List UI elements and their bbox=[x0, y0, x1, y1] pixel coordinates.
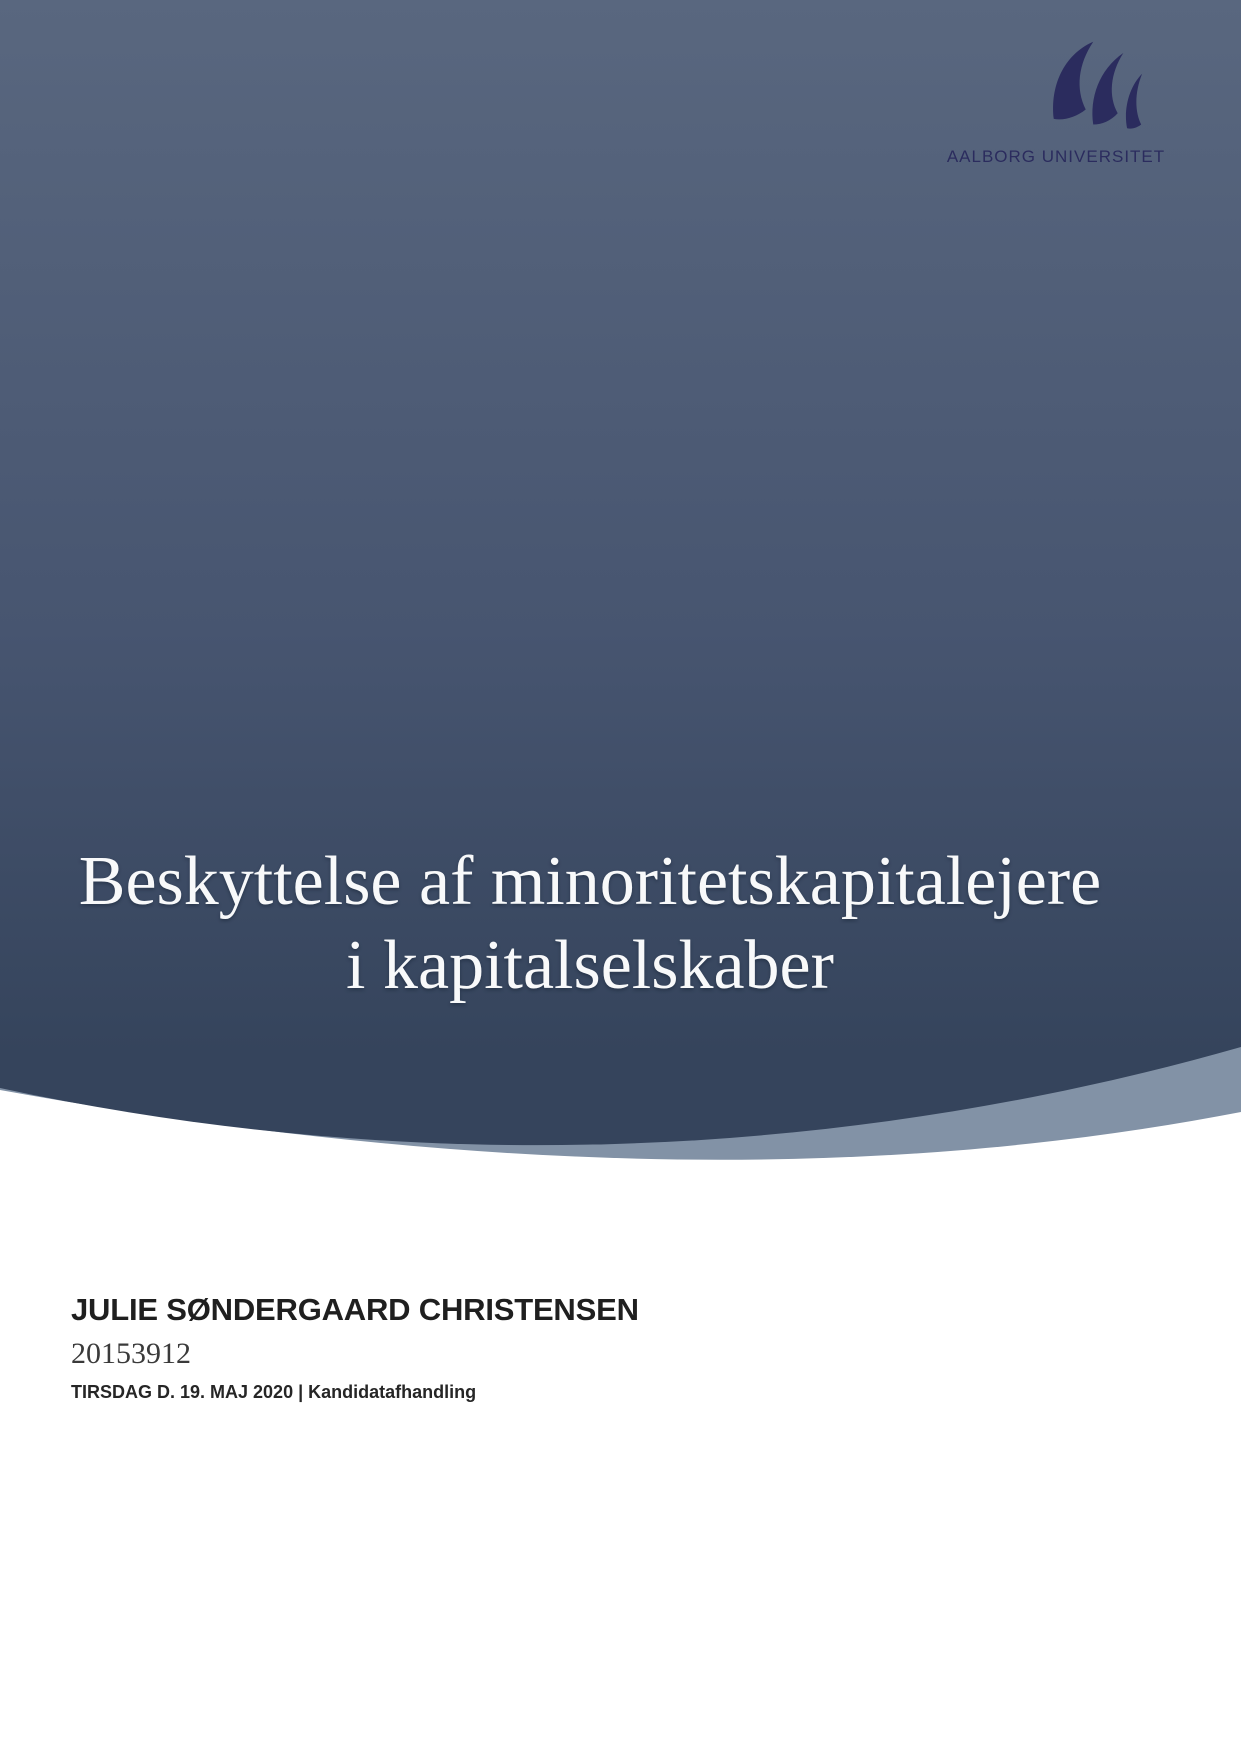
author-student-id: 20153912 bbox=[71, 1337, 191, 1370]
title-line-1: Beskyttelse af minoritetskapitalejere bbox=[78, 843, 1102, 920]
university-wordmark: AALBORG UNIVERSITET bbox=[946, 147, 1166, 166]
document-title bbox=[20, 840, 1160, 1008]
logo-sail-left bbox=[1053, 42, 1093, 120]
logo-sail-right bbox=[1126, 74, 1142, 129]
author-block bbox=[71, 1292, 639, 1403]
aau-swoosh-logo-icon bbox=[1050, 36, 1144, 134]
university-logo-block bbox=[930, 36, 1182, 167]
title-line-2: i kapitalselskaber bbox=[346, 927, 834, 1004]
author-name: JULIE SØNDERGAARD CHRISTENSEN bbox=[71, 1292, 639, 1327]
author-date-line: TIRSDAG D. 19. MAJ 2020 | Kandidatafhandling bbox=[71, 1382, 477, 1402]
logo-sail-middle bbox=[1092, 53, 1123, 124]
